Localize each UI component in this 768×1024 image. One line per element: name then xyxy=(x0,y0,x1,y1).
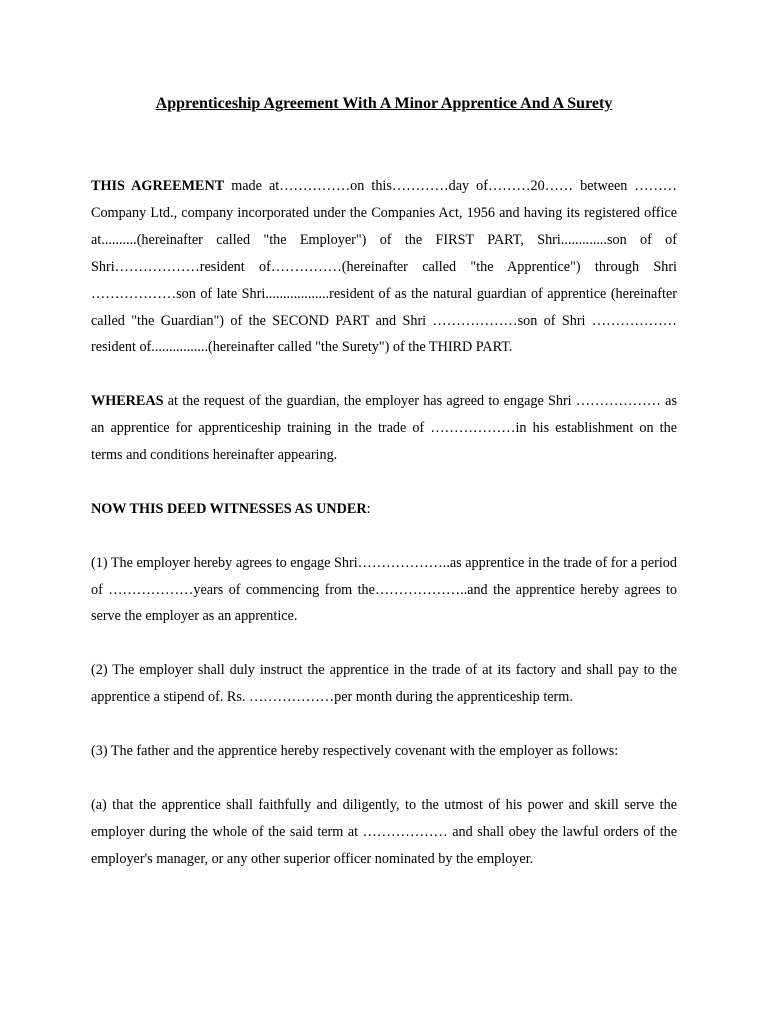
clause-1: (1) The employer hereby agrees to engage Shri………………..as apprentice in the trade of for a period of ………………years of commencing from the………………..and the apprentice hereby agrees to serve the employer as an apprentice. xyxy=(91,554,677,625)
agreement-text: made at……………on this…………day of………20…… between ………Company Ltd., company incorporated under the Companies Act, 1956 and having its registered office at..........(hereinafter called "the Employer") of the FIRST PART, Shri.............son of of Shri………………resident of……………(hereinafter called "the Apprentice") through Shri ………………son of late Shri..................resident of as the natural guardian of apprentice (hereinafter called "the Guardian") of the SECOND PART and Shri ………………son of Shri ………………resident of................(hereinafter called "the Surety") of the THIRD PART. xyxy=(91,178,677,356)
document-body xyxy=(91,173,677,899)
agreement-lead: THIS AGREEMENT xyxy=(91,178,225,194)
witnesses-heading xyxy=(91,496,677,523)
witnesses-lead: NOW THIS DEED WITNESSES AS UNDER xyxy=(91,500,367,517)
whereas-paragraph xyxy=(91,388,677,469)
agreement-paragraph xyxy=(91,173,677,361)
whereas-text: at the request of the guardian, the employer has agreed to engage Shri ……………… as an apprentice for apprenticeship training in the trade of ………………in his establishment on the terms and conditions hereinafter appearing. xyxy=(91,393,677,464)
document-title: Apprenticeship Agreement With A Minor Apprentice And A Surety xyxy=(155,95,613,112)
clause-2: (2) The employer shall duly instruct the apprentice in the trade of at its factory and shall pay to the apprentice a stipend of. Rs. ………………per month during the apprenticeship term. xyxy=(91,662,677,706)
witnesses-colon: : xyxy=(366,500,371,517)
whereas-lead: WHEREAS xyxy=(91,393,164,410)
clause-a: (a) that the apprentice shall faithfully and diligently, to the utmost of his power and skill serve the employer during the whole of the said term at ……………… and shall obey the lawful orders of the employer's manager, or any other superior officer nominated by the employer. xyxy=(91,796,677,867)
clause-3: (3) The father and the apprentice hereby respectively covenant with the employer as follows: xyxy=(91,742,619,759)
